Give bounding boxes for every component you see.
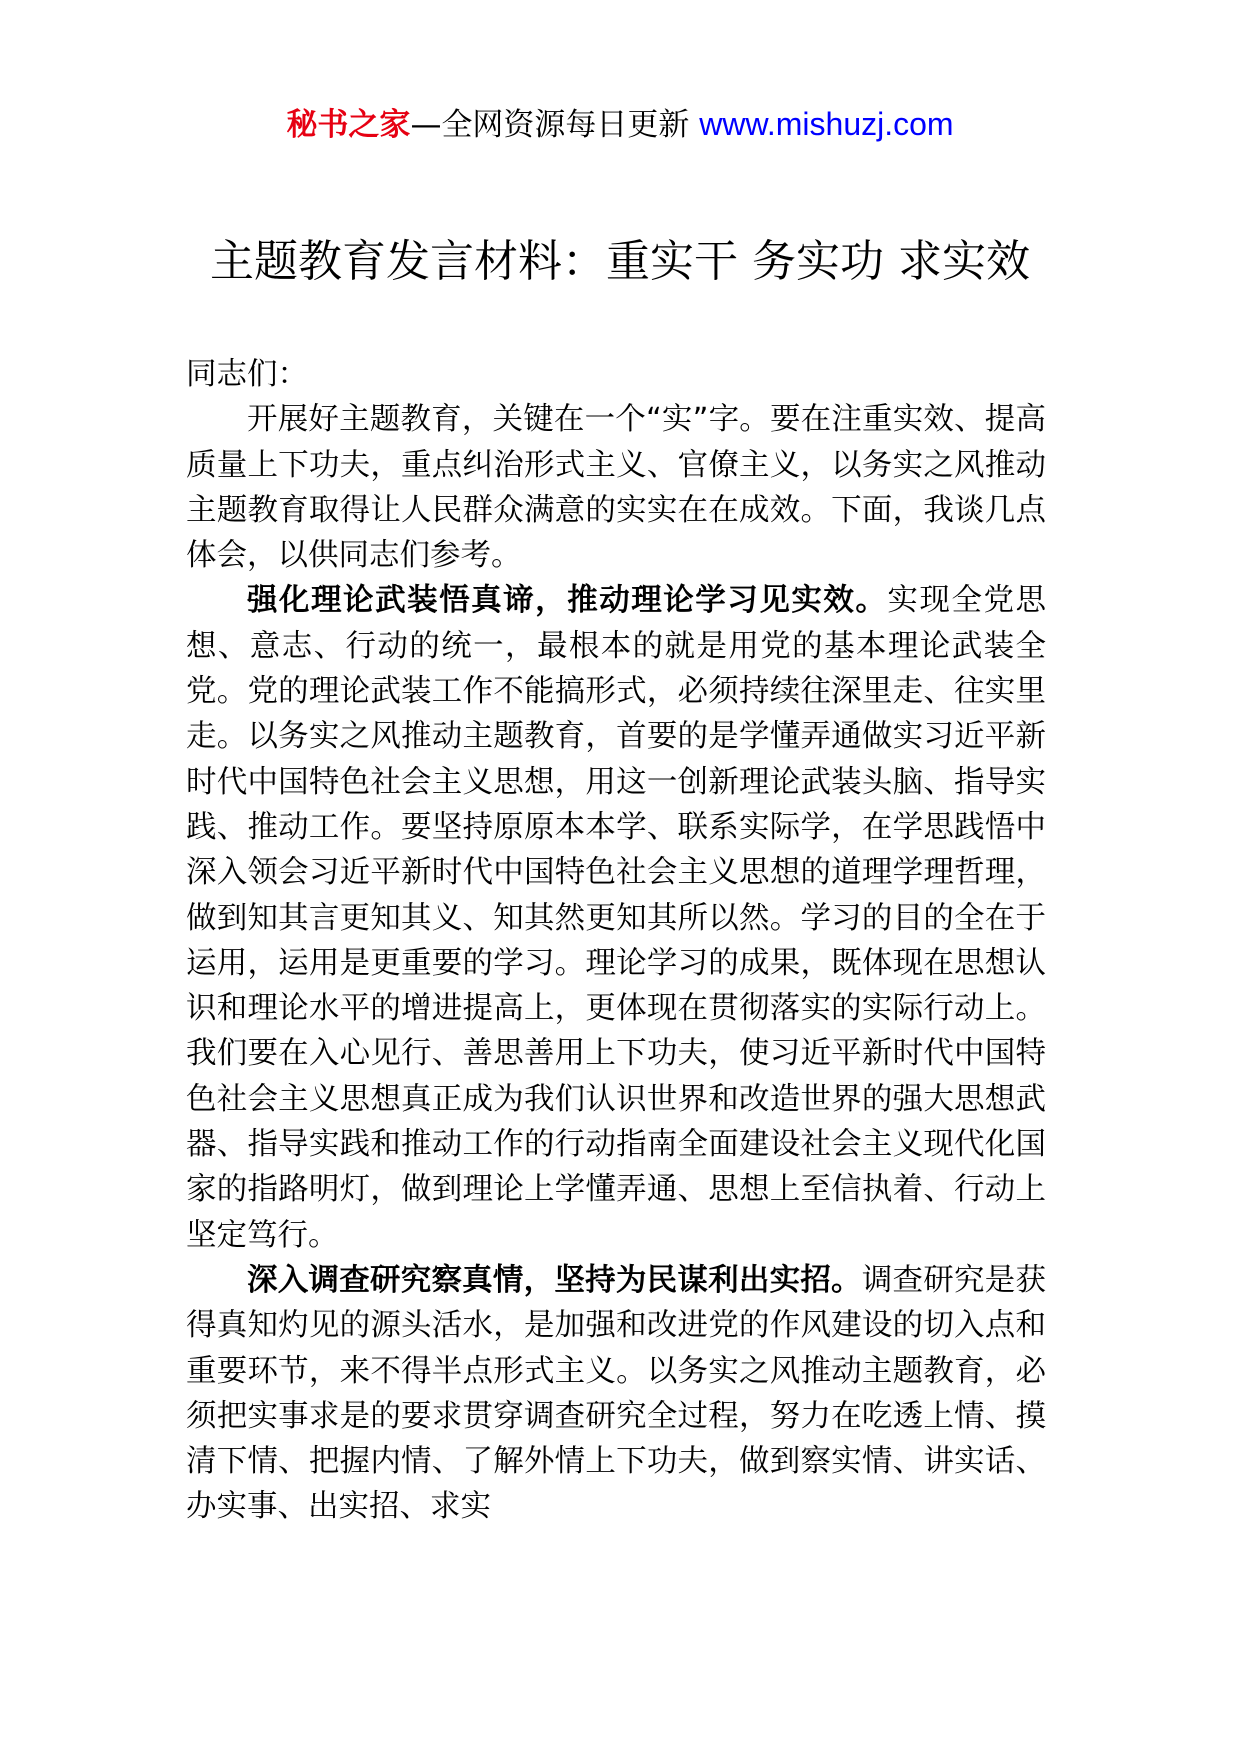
site-slogan: —全网资源每日更新 [410, 107, 700, 143]
document-body [186, 352, 1046, 1530]
site-header [0, 104, 1240, 145]
paragraph-research [186, 1258, 1046, 1530]
paragraph-heading: 深入调查研究察真情，坚持为民谋利出实招。 [247, 1262, 862, 1298]
paragraph-heading: 强化理论武装悟真谛，推动理论学习见实效。 [247, 583, 888, 619]
site-url-link[interactable]: www.mishuzj.com [699, 106, 954, 142]
paragraph-text: 开展好主题教育，关键在一个“实”字。要在注重实效、提高质量上下功夫，重点纠治形式主义、官僚主义，以务实之风推动主题教育取得让人民群众满意的实实在在成效。下面，我谈几点体会，以供同志们参考。 [186, 402, 1046, 574]
site-brand: 秘书之家 [286, 107, 411, 143]
paragraph-theory [186, 578, 1046, 1257]
paragraph-intro [186, 397, 1046, 578]
paragraph-text: 实现全党思想、意志、行动的统一，最根本的就是用党的基本理论武装全党。党的理论武装工作不能搞形式，必须持续往深里走、往实里走。以务实之风推动主题教育，首要的是学懂弄通做实习近平新时代中国特色社会主义思想，用这一创新理论武装头脑、指导实践、推动工作。要坚持原原本本学、联系实际学，在学思践悟中深入领会习近平新时代中国特色社会主义思想的道理学理哲理，做到知其言更知其义、知其然更知其所以然。学习的目的全在于运用，运用是更重要的学习。理论学习的成果，既体现在思想认识和理论水平的增进提高上，更体现在贯彻落实的实际行动上。我们要在入心见行、善思善用上下功夫，使习近平新时代中国特色社会主义思想真正成为我们认识世界和改造世界的强大思想武器、指导实践和推动工作的行动指南全面建设社会主义现代化国家的指路明灯，做到理论上学懂弄通、思想上至信执着、行动上坚定笃行。 [186, 583, 1047, 1253]
salutation: 同志们： [186, 357, 308, 392]
document-title: 主题教育发言材料：重实干 务实功 求实效 [210, 236, 1030, 287]
paragraph-text: 调查研究是获得真知灼见的源头活水，是加强和改进党的作风建设的切入点和重要环节，来不得半点形式主义。以务实之风推动主题教育，必须把实事求是的要求贯穿调查研究全过程，努力在吃透上情、摸清下情、把握内情、了解外情上下功夫，做到察实情、讲实话、办实事、出实招、求实 [186, 1262, 1047, 1525]
